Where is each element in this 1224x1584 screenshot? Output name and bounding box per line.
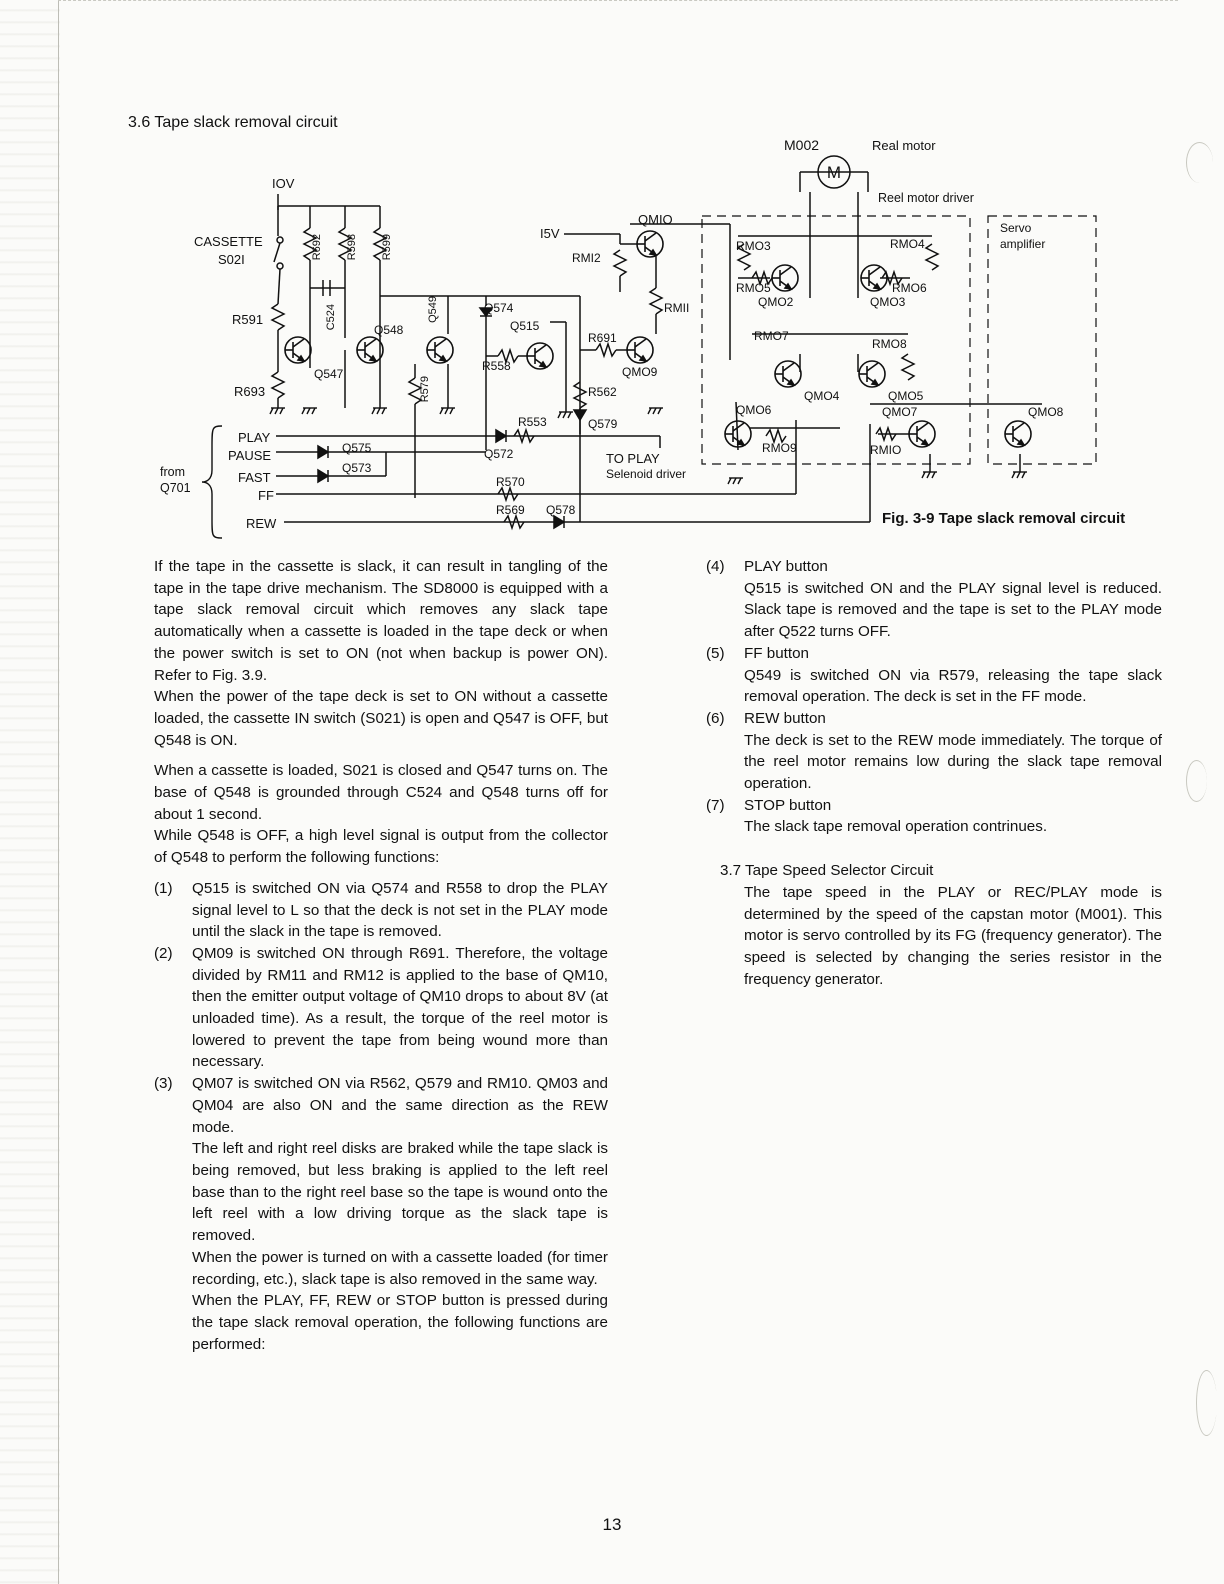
figure-caption: Fig. 3-9 Tape slack removal circuit — [882, 510, 1126, 527]
label-to-play: TO PLAY — [606, 451, 660, 466]
list-item-title: PLAY button — [744, 558, 828, 575]
label-cassette: CASSETTE — [194, 234, 263, 249]
label-q515: Q515 — [510, 319, 540, 333]
section-3-7 — [720, 860, 1162, 990]
label-qm08: QMO8 — [1028, 405, 1064, 419]
label-solenoid-driver: Selenoid driver — [606, 467, 687, 481]
label-qm06: QMO6 — [736, 403, 772, 417]
section-title: 3.6 Tape slack removal circuit — [128, 114, 338, 131]
label-rm10: RMIO — [870, 443, 902, 457]
right-column — [706, 556, 1162, 990]
scan-edge-noise — [0, 0, 60, 1584]
list-item-text: When the PLAY, FF, REW or STOP button is pressed during the tape slack removal operation, the following functions are performed: — [192, 1292, 608, 1353]
label-r691: R691 — [588, 331, 617, 345]
label-r579: R579 — [419, 376, 431, 403]
page-frame-top — [58, 0, 1178, 2]
scan-speck — [1196, 1370, 1217, 1436]
transistor-qm02-symbol — [772, 265, 798, 291]
paragraph-power-on: When the power of the tape deck is set to ON without a cassette loaded, the cassette IN switch (S021) is open and Q547 is OFF, but Q548 is ON. — [154, 688, 608, 749]
input-rew: REW — [246, 516, 277, 531]
transistor-qm07-symbol — [909, 421, 935, 447]
list-item — [154, 943, 608, 1073]
label-qm03: QMO3 — [870, 295, 906, 309]
label-c524: C524 — [325, 304, 337, 331]
label-r569: R569 — [496, 503, 525, 517]
list-item — [706, 795, 1162, 838]
label-s021: S02I — [218, 252, 245, 267]
transistor-q548-symbol — [357, 337, 383, 363]
label-q573: Q573 — [342, 461, 372, 475]
label-r692: R692 — [311, 234, 323, 261]
label-q572: Q572 — [484, 447, 514, 461]
list-item — [154, 1073, 608, 1355]
label-qm02: QMO2 — [758, 295, 794, 309]
section-3-7-text: The tape speed in the PLAY or REC/PLAY mode is determined by the speed of the capstan motor (M001). This motor is servo controlled by its FG (frequency generator). The speed is selected by changing the series resistor in the frequency generator. — [744, 883, 1162, 988]
transistor-qm05-symbol — [859, 361, 885, 387]
label-r591: R591 — [232, 312, 264, 327]
list-item-number: (1) — [154, 879, 173, 897]
scan-speck — [1186, 760, 1207, 802]
label-q578: Q578 — [546, 503, 576, 517]
input-pause: PAUSE — [228, 448, 272, 463]
motor-symbol: M — [826, 163, 842, 182]
label-rm09: RMO9 — [762, 441, 797, 455]
label-qm10: QMIO — [638, 212, 673, 227]
list-item-text: QM09 is switched ON through R691. Therefore, the voltage divided by RM11 and RM12 is applied to the base of QM10, then the emitter output voltage of QM10 drops to about 8V (at unloaded time). As a result, the torque of the reel motor is lowered to prevent the tape from being wound more than necessary. — [192, 944, 608, 1071]
label-10v: IOV — [272, 176, 295, 191]
list-item-title: STOP button — [744, 796, 832, 814]
label-r570: R570 — [496, 475, 525, 489]
section-3-7-title: 3.7 Tape Speed Selector Circuit — [720, 862, 934, 880]
input-play: PLAY — [238, 430, 271, 445]
list-item-text: QM07 is switched ON via R562, Q579 and RM10. QM03 and QM04 are also ON and the same direction as the REW mode. — [192, 1075, 608, 1136]
label-m002: M002 — [784, 137, 820, 153]
page-frame-left — [58, 0, 59, 1584]
list-item-text: Q515 is switched ON and the PLAY signal level is reduced. Slack tape is removed and the tape is set to the PLAY mode after Q522 turns OFF. — [744, 579, 1162, 641]
transistor-q515-symbol — [527, 343, 553, 369]
list-item-text: Q515 is switched ON via Q574 and R558 to drop the PLAY signal level to L so that the deck is not set in the PLAY mode until the slack in the tape is removed. — [192, 879, 608, 941]
list-item-title: FF button — [744, 644, 809, 662]
label-servo-1: Servo — [1000, 221, 1032, 235]
list-item-number: (3) — [154, 1075, 173, 1093]
label-rm03: RMO3 — [736, 239, 771, 253]
label-q575: Q575 — [342, 441, 372, 455]
label-rm08: RMO8 — [872, 337, 907, 351]
input-fast: FAST — [238, 470, 271, 485]
transistor-qm08-symbol — [1005, 421, 1031, 447]
label-q549: Q549 — [427, 296, 439, 323]
list-item-number: (5) — [706, 644, 725, 662]
transistor-qm09-symbol — [627, 337, 653, 363]
label-r562: R562 — [588, 385, 617, 399]
label-qm09: QMO9 — [622, 365, 658, 379]
list-item-number: (4) — [706, 558, 725, 575]
transistor-qm04-symbol — [775, 361, 801, 387]
label-reel-driver: Reel motor driver — [878, 191, 974, 205]
label-r599: R599 — [381, 234, 393, 261]
intro-paragraph: If the tape in the cassette is slack, it can result in tangling of the tape in the tape drive mechanism. The SD8000 is equipped with a tape slack removal circuit which removes any slack tape automatically when a cassette is loaded in the tape deck or when the power switch is set to ON (not when backup is power ON). Refer to Fig. 3.9. — [154, 558, 608, 684]
list-item — [706, 556, 1162, 643]
input-ff: FF — [258, 488, 274, 503]
label-r693: R693 — [234, 384, 266, 399]
list-item-text: When the power is turned on with a cassette loaded (for timer recording, etc.), slack tape is also removed in the same way. — [192, 1248, 608, 1288]
label-q701: Q701 — [160, 481, 191, 495]
schematic-diagram — [150, 128, 1170, 548]
left-column — [154, 556, 608, 1355]
list-item-number: (2) — [154, 944, 173, 962]
label-qm07: QMO7 — [882, 405, 918, 419]
label-rm05: RMO5 — [736, 281, 771, 295]
label-r598: R598 — [346, 234, 358, 261]
page-number: 13 — [602, 1515, 622, 1534]
label-q548: Q548 — [374, 323, 404, 337]
label-r558: R558 — [482, 359, 511, 373]
label-qm04: QMO4 — [804, 389, 840, 403]
label-qm05: QMO5 — [888, 389, 924, 403]
list-item — [706, 643, 1162, 708]
label-rm04: RMO4 — [890, 237, 925, 251]
list-item-text: The slack tape removal operation contrinues. — [744, 818, 1048, 836]
transistor-q549-symbol — [427, 337, 453, 363]
list-item-number: (6) — [706, 709, 725, 727]
list-item-text: The deck is set to the REW mode immediately. The torque of the reel motor remains low during the slack tape removal operation. — [744, 731, 1162, 793]
label-15v: I5V — [540, 226, 560, 241]
label-rm11: RMII — [664, 301, 690, 315]
label-rm12: RMI2 — [572, 251, 601, 265]
list-item-text: Q549 is switched ON via R579, releasing the tape slack removal operation. The deck is set in the FF mode. — [744, 666, 1162, 706]
label-from: from — [160, 465, 185, 479]
label-rm06: RMO6 — [892, 281, 927, 295]
label-q579: Q579 — [588, 417, 618, 431]
list-item-number: (7) — [706, 796, 725, 814]
list-item-title: REW button — [744, 709, 826, 727]
label-servo-2: amplifier — [1000, 237, 1046, 251]
scan-speck — [1186, 142, 1213, 183]
label-rm07: RMO7 — [754, 329, 789, 343]
paragraph-cassette-loaded: When a cassette is loaded, S021 is closed and Q547 turns on. The base of Q548 is grounded through C524 and Q548 turns off for about 1 second. — [154, 762, 608, 823]
label-q574: Q574 — [484, 301, 514, 315]
list-item-text: The left and right reel disks are braked while the tape slack is being removed, but less braking is applied to the left reel base than to the right reel base so the tape is wound onto the left reel with a low driving torque as the slack tape is removed. — [192, 1140, 608, 1245]
label-q547: Q547 — [314, 367, 344, 381]
label-r553: R553 — [518, 415, 547, 429]
transistor-qm10-symbol — [637, 231, 663, 257]
list-item — [154, 878, 608, 943]
paragraph-functions: While Q548 is OFF, a high level signal is output from the collector of Q548 to perform the following functions: — [154, 827, 608, 867]
label-motor-name: Real motor — [872, 138, 936, 153]
list-item — [706, 708, 1162, 795]
transistor-q547-symbol — [285, 337, 311, 363]
